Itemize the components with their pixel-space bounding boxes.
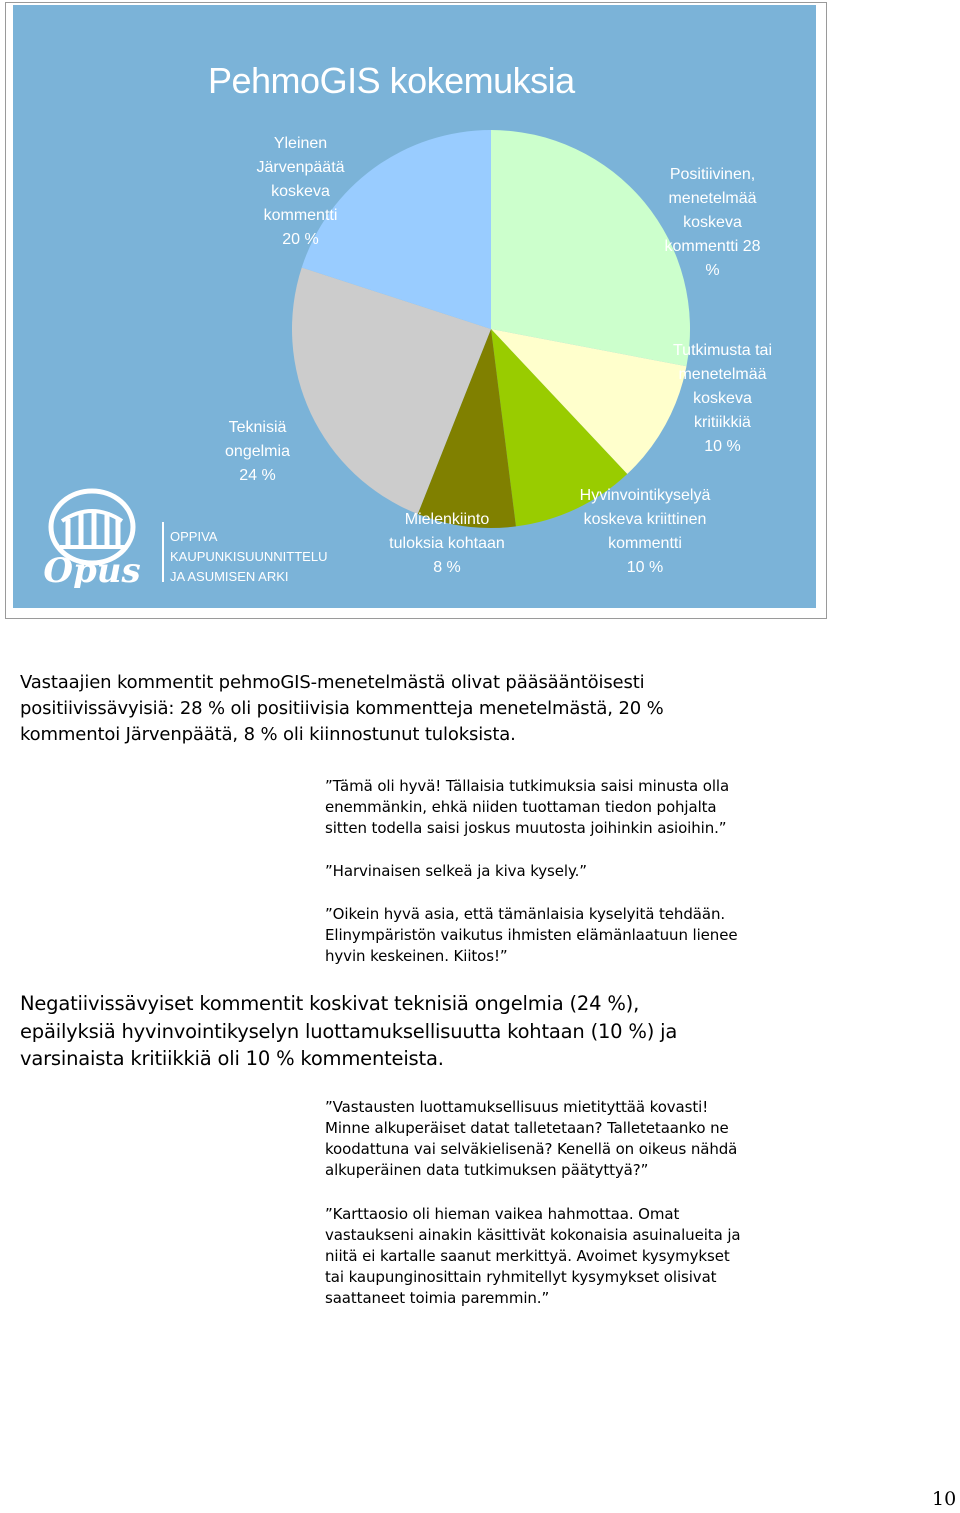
slide-title: PehmoGIS kokemuksia (208, 60, 575, 101)
page-number: 10 (932, 1488, 957, 1510)
slice-label-yleinen: Yleinen Järvenpäätä koskeva kommentti 20 % (256, 135, 345, 248)
slice-label-positiivinen: Positiivinen, menetelmää koskeva kommentti 28 % (664, 166, 761, 279)
slice-label-mielenkiinto: Mielenkiinto tuloksia kohtaan 8 % (389, 511, 505, 576)
slice-label-hyvinvointikysely: Hyvinvointikyselyä koskeva kriittinen kommentti 10 % (579, 487, 711, 576)
logo-divider (162, 522, 164, 582)
opus-logo (40, 483, 162, 588)
slice-label-teknisia: Teknisiä ongelmia 24 % (225, 419, 290, 484)
opus-wordmark: Opus (43, 551, 141, 588)
quote: ”Vastausten luottamuksellisuus mietityttää kovasti! Minne alkuperäiset datat talletetaan? Talletetaanko ne koodattuna vai selväkielisenä? Kenellä on oikeus nähdä alkuperäinen data tutkimuksen päätyttyä?” (325, 1098, 738, 1179)
quote: ”Oikein hyvä asia, että tämänlaisia kyselyitä tehdään. Elinympäristön vaikutus ihmisten elämänlaatuun lienee hyvin keskeinen. Kiitos!” (325, 905, 738, 965)
slice-label-tutkimusta: Tutkimusta tai menetelmää koskeva kritiikkiä 10 % (673, 342, 772, 455)
paragraph-negative: Negatiivissävyiset kommentit koskivat teknisiä ongelmia (24 %), epäilyksiä hyvinvointikyselyn luottamuksellisuutta kohtaan (10 %) ja varsinaista kritiikkiä oli 10 % kommenteista. (20, 992, 678, 1070)
quote: ”Karttaosio oli hieman vaikea hahmottaa. Omat vastaukseni ainakin käsittivät kokonaisia asuinalueita ja niitä ei kartalle saanut merkittyä. Avoimet kysymykset tai kaupunginosittain ryhmitellyt kysymykset olisivat saattaneet toimia paremmin.” (325, 1205, 741, 1307)
logo-text: OPPIVA KAUPUNKISUUNNITTELU JA ASUMISEN ARKI (170, 529, 328, 584)
paragraph-positive: Vastaajien kommentit pehmoGIS-menetelmästä olivat pääsääntöisesti positiivissävyisiä: 28 % oli positiivisia kommentteja menetelmästä, 20 % kommentoi Järvenpäätä, 8 % oli kiinnostunut tuloksista. (20, 672, 664, 745)
quote: ”Tämä oli hyvä! Tällaisia tutkimuksia saisi minusta olla enemmänkin, ehkä niiden tuottaman tiedon pohjalta sitten todella saisi joskus muutosta joihinkin asioihin.” (325, 777, 730, 837)
quote: ”Harvinaisen selkeä ja kiva kysely.” (325, 862, 587, 880)
